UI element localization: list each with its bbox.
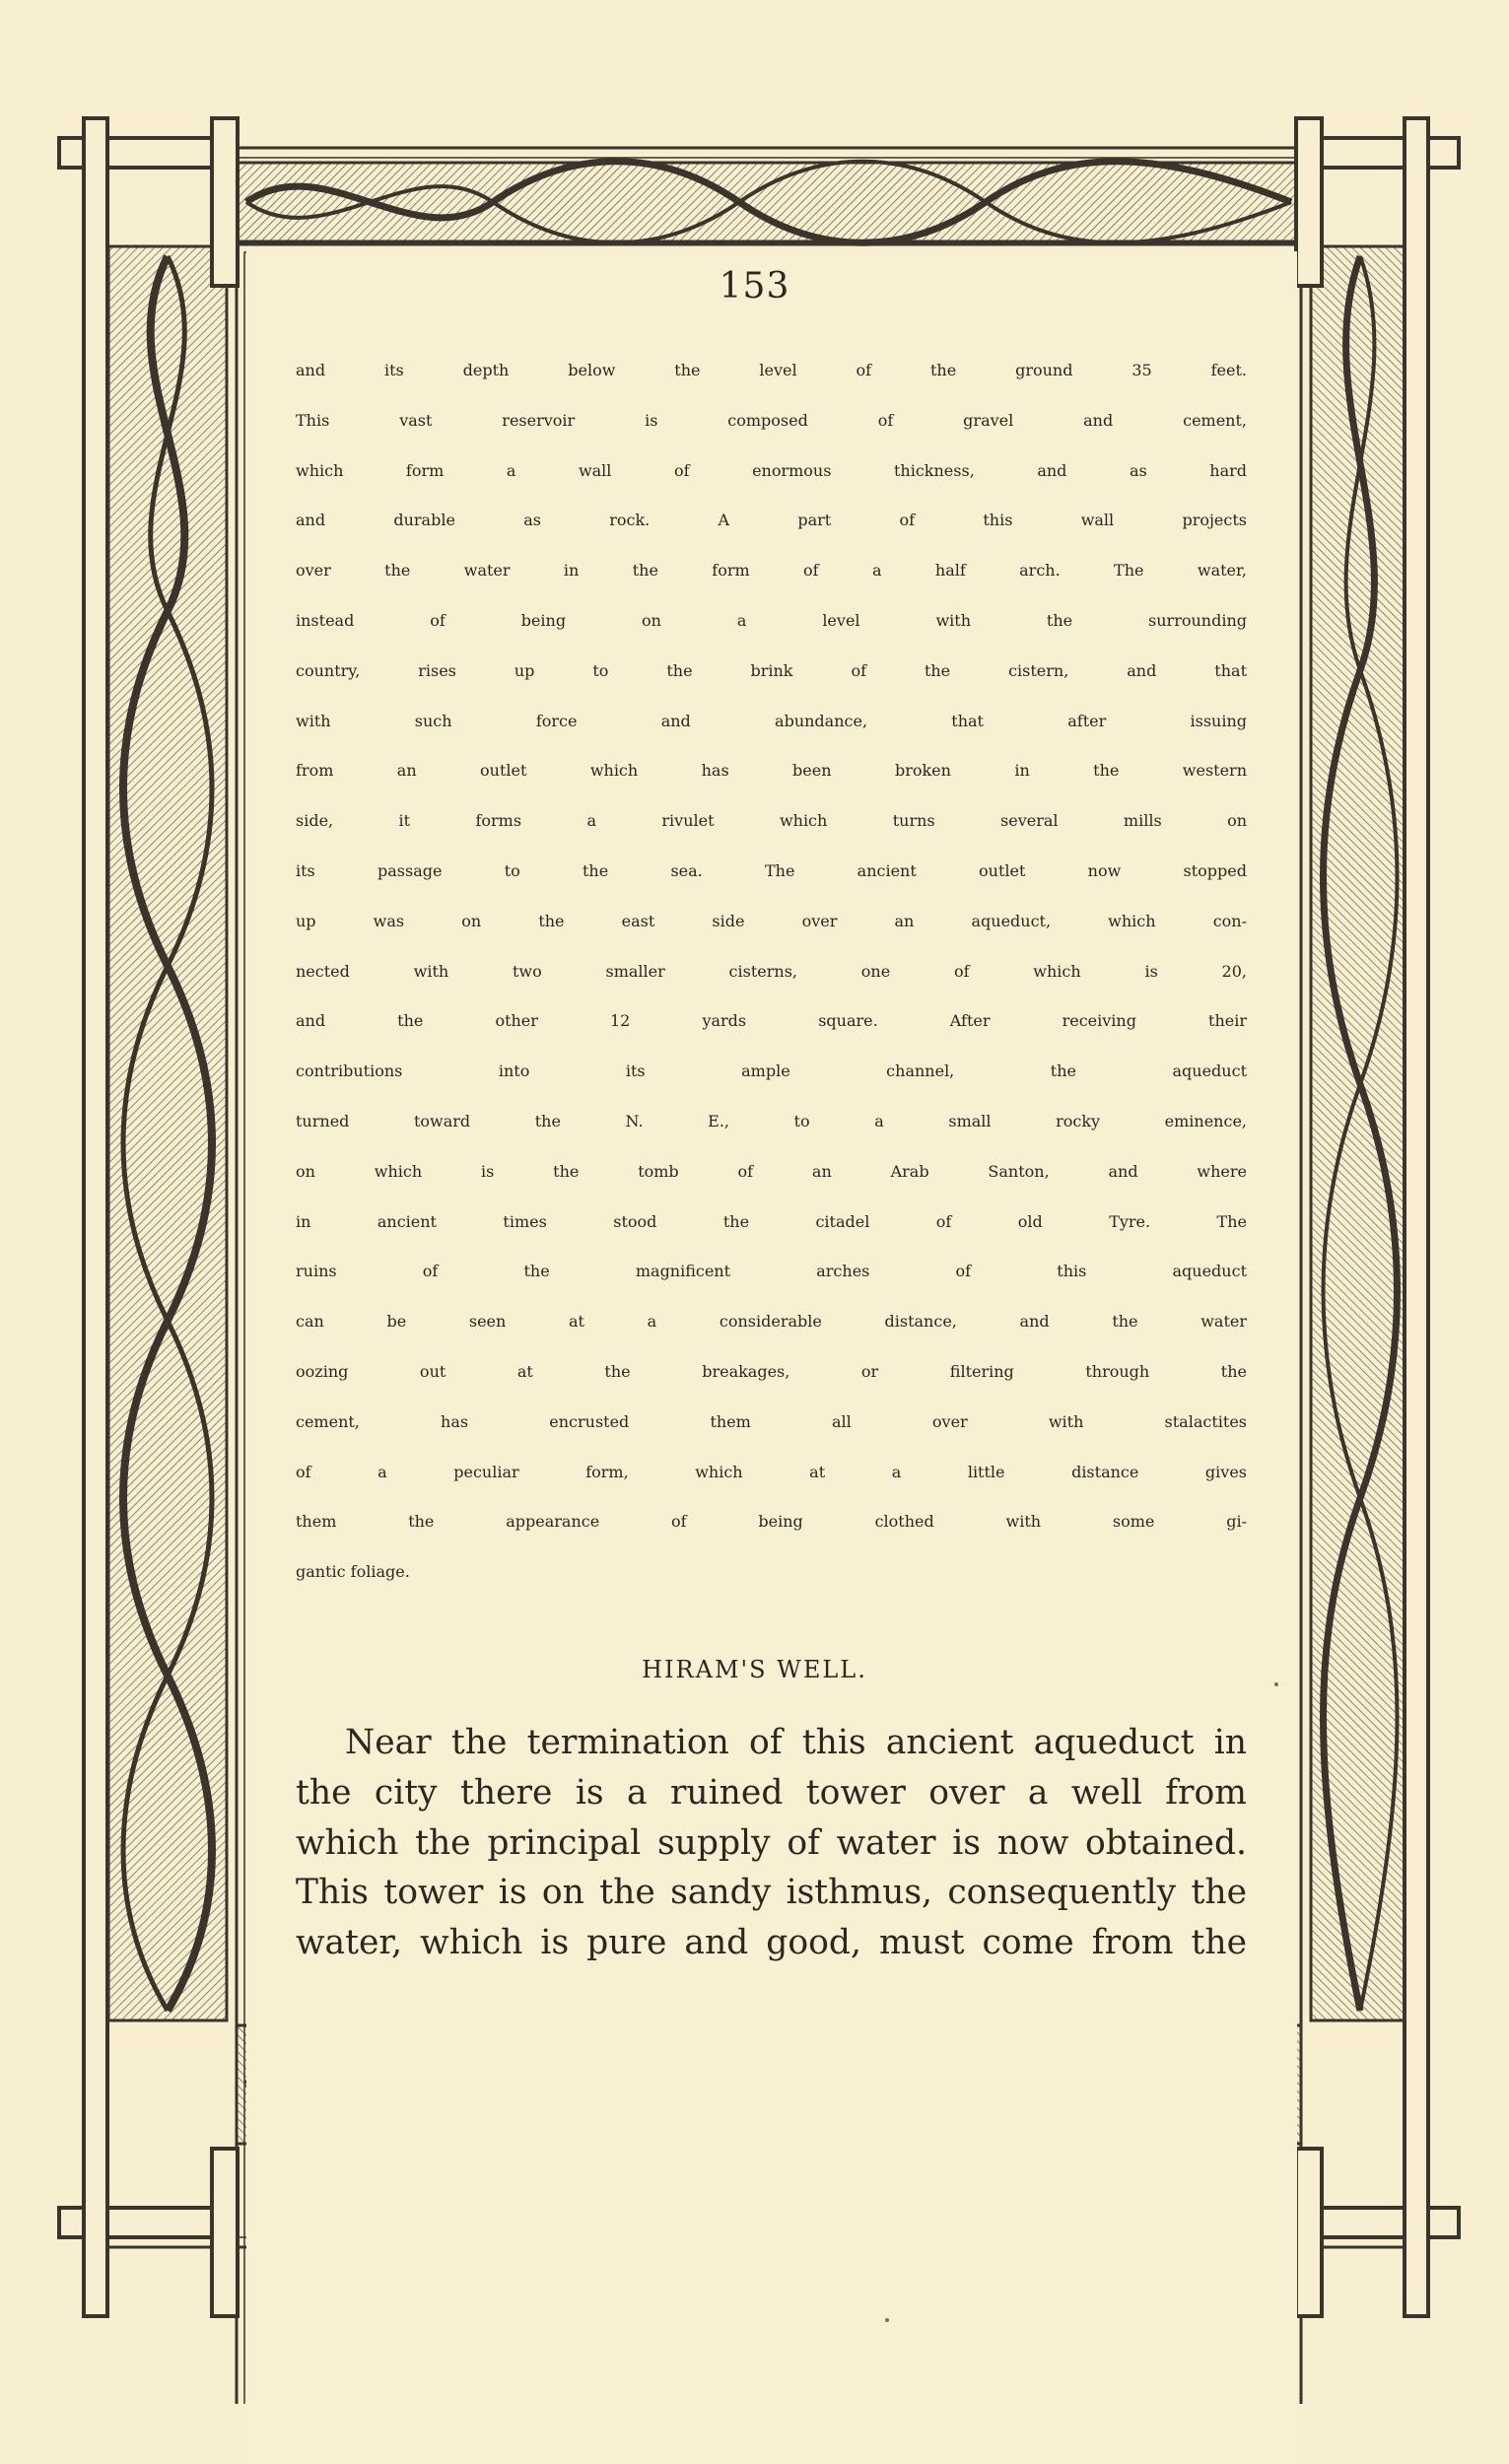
text-line: in ancient times stood the citadel of old Tyre. The [296,1211,1247,1231]
text-line: ruins of the magnificent arches of this aqueduct [296,1262,1247,1281]
left-column-ornament [108,246,227,2020]
text-line: with such force and abundance, that after issuing [296,711,1247,730]
text-line: can be seen at a considerable distance, and the water [296,1312,1247,1332]
section-heading: HIRAM'S WELL. [642,1656,867,1683]
text-line: contributions into its ample channel, the aqueduct [296,1061,1247,1081]
text-line: This tower is on the sandy isthmus, consequently the [296,1873,1247,1913]
text-line: oozing out at the breakages, or filtering through the [296,1361,1247,1381]
text-line: instead of being on a level with the surrounding [296,610,1247,630]
text-line: which the principal supply of water is now obtained. [296,1822,1247,1863]
text-line: the city there is a ruined tower over a well from [296,1772,1247,1813]
print-speck [885,2318,889,2322]
paragraph-2 [296,1718,1247,1968]
text-line: them the appearance of being clothed with some gi- [296,1512,1247,1532]
page-number: 153 [719,266,790,307]
text-line: water, which is pure and good, must come from the [296,1923,1247,1963]
text-line: side, it forms a rivulet which turns several mills on [296,811,1247,831]
right-column-ornament [1311,246,1409,2020]
text-line: gantic foliage. [296,1562,410,1582]
text-line: over the water in the form of a half arch. The water, [296,561,1247,581]
text-line: its passage to the sea. The ancient outlet now stopped [296,860,1247,880]
text-line: country, rises up to the brink of the cistern, and that [296,660,1247,680]
text-line: turned toward the N. E., to a small rocky eminence, [296,1111,1247,1130]
text-line: on which is the tomb of an Arab Santon, and where [296,1161,1247,1181]
text-line: Near the termination of this ancient aqueduct in [345,1723,1247,1762]
text-line: which form a wall of enormous thickness, and as hard [296,460,1247,480]
text-line: up was on the east side over an aqueduct, which con- [296,911,1247,930]
text-line: and its depth below the level of the ground 35 feet. [296,361,1247,379]
text-line: and durable as rock. A part of this wall projects [296,511,1247,530]
text-line: and the other 12 yards square. After receiving their [296,1011,1247,1031]
text-line: nected with two smaller cisterns, one of which is 20, [296,961,1247,981]
print-speck [1274,1682,1278,1686]
text-line: cement, has encrusted them all over with stalactites [296,1411,1247,1431]
text-line: This vast reservoir is composed of gravel and cement, [296,410,1247,430]
top-band-ornament [237,162,1301,243]
text-line: from an outlet which has been broken in the western [296,761,1247,781]
text-line: of a peculiar form, which at a little distance gives [296,1462,1247,1481]
paragraph-1 [296,361,1247,1612]
